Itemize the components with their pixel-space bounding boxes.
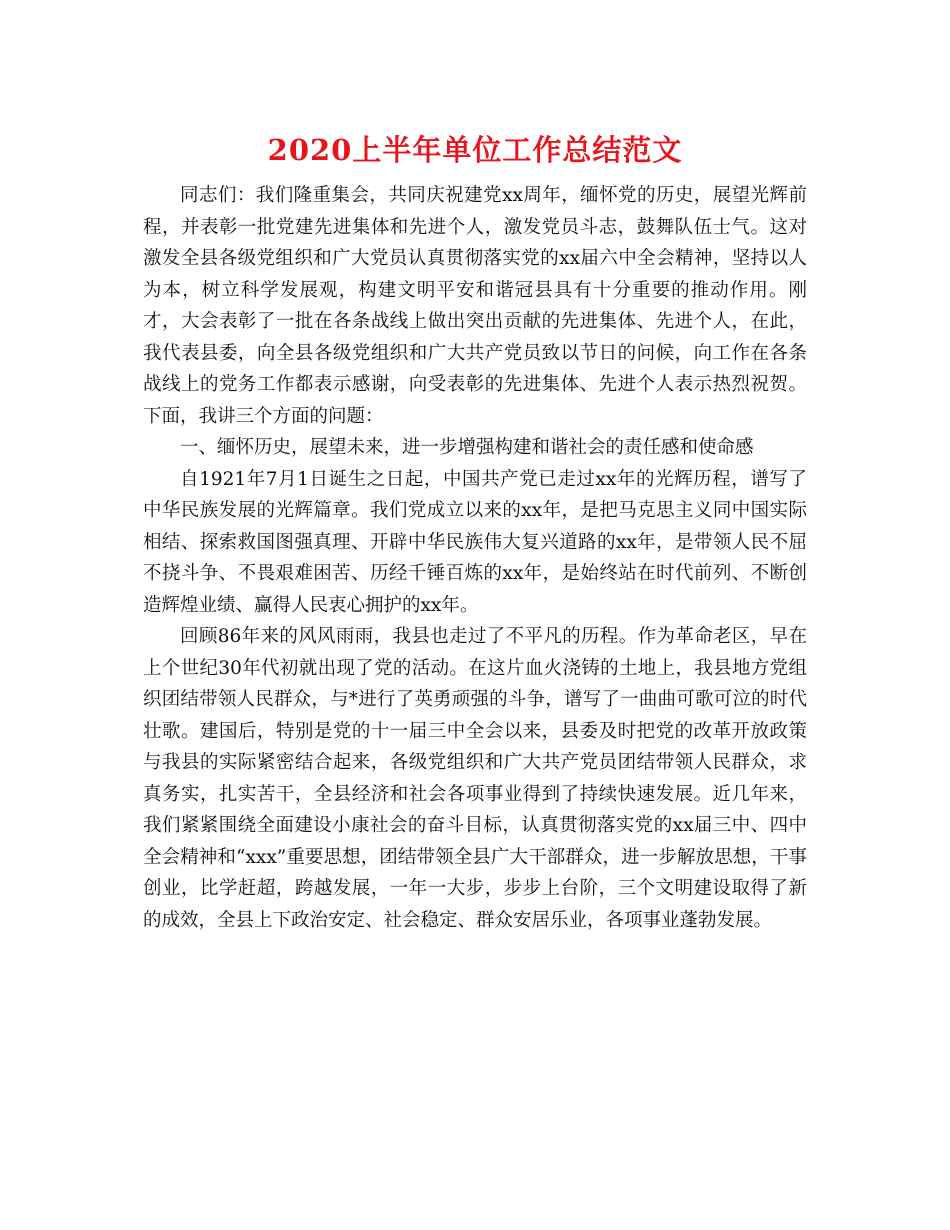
document-title: 2020上半年单位工作总结范文: [267, 133, 683, 167]
section-heading-1: 一、缅怀历史，展望未来，进一步增强构建和谐社会的责任感和使命感: [180, 437, 754, 458]
paragraph-history: 自1921年7月1日诞生之日起，中国共产党已走过xx年的光辉历程，谱写了中华民族发展的光辉篇章。我们党成立以来的xx年，是把马克思主义同中国实际相结、探索救国图强真理、开辟中华民族伟大复兴道路的xx年，是带领人民不屈不挠斗争、不畏艰难困苦、历经千锤百炼的xx年，是始终站在时代前列、不断创造辉煌业绩、赢得人民衷心拥护的xx年。: [143, 468, 807, 616]
paragraph-greeting: 同志们：我们隆重集会，共同庆祝建党xx周年，缅怀党的历史，展望光辉前程，并表彰一批党建先进集体和先进个人，激发党员斗志，鼓舞队伍士气。这对激发全县各级党组织和广大党员认真贯彻落实党的xx届六中全会精神，坚持以人为本，树立科学发展观，构建文明平安和谐冠县具有十分重要的推动作用。刚才，大会表彰了一批在各条战线上做出突出贡献的先进集体、先进个人，在此，我代表县委，向全县各级党组织和广大共产党员致以节日的问候，向工作在各条战线上的党务工作都表示感谢，向受表彰的先进集体、先进个人表示热烈祝贺。下面，我讲三个方面的问题：: [143, 185, 807, 427]
paragraph-review: 回顾86年来的风风雨雨，我县也走过了不平凡的历程。作为革命老区，早在上个世纪30年代初就出现了党的活动。在这片血火浇铸的土地上，我县地方党组织团结带领人民群众，与*进行了英勇顽强的斗争，谱写了一曲曲可歌可泣的时代壮歌。建国后，特别是党的十一届三中全会以来，县委及时把党的改革开放政策与我县的实际紧密结合起来，各级党组织和广大共产党员团结带领人民群众，求真务实，扎实苦干，全县经济和社会各项事业得到了持续快速发展。近几年来，我们紧紧围绕全面建设小康社会的奋斗目标，认真贯彻落实党的xx届三中、四中全会精神和“xxx”重要思想，团结带领全县广大干部群众，进一步解放思想，干事创业，比学赶超，跨越发展，一年一大步，步步上台阶，三个文明建设取得了新的成效，全县上下政治安定、社会稳定、群众安居乐业，各项事业蓬勃发展。: [143, 626, 807, 931]
document-body: [143, 180, 807, 936]
